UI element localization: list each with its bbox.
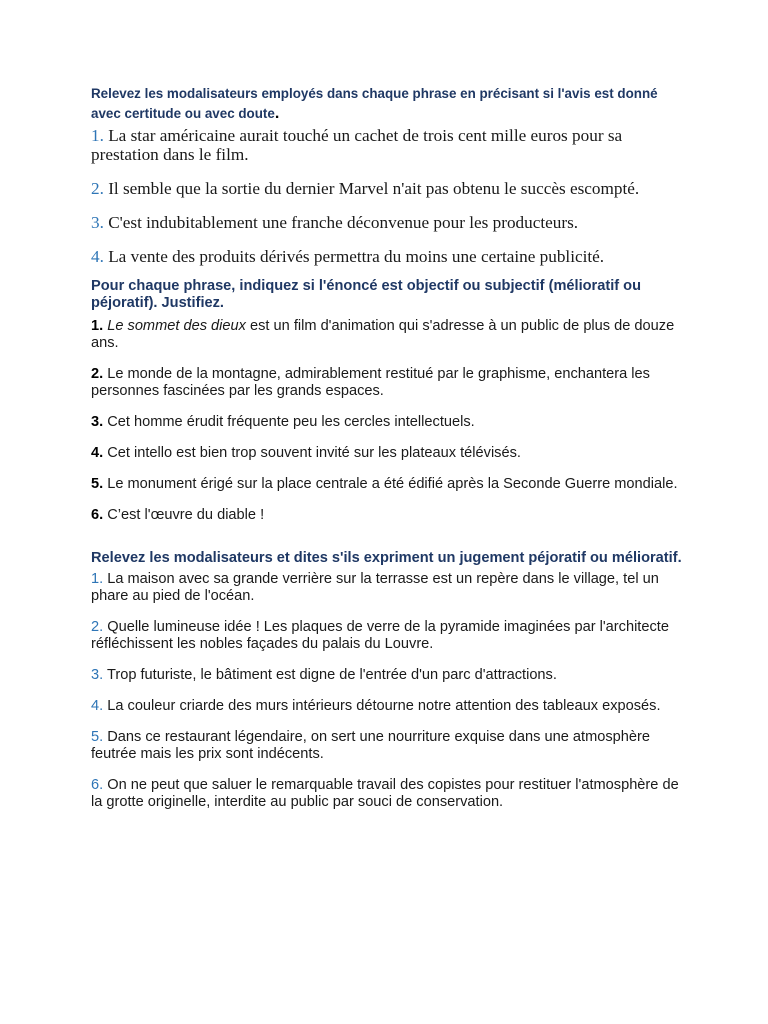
section2-item-1 xyxy=(91,318,687,352)
item-text: Le monde de la montagne, admirablement restitué par le graphisme, enchantera les personnes fascinées par les grands espaces. xyxy=(91,366,650,399)
item-text: Cet intello est bien trop souvent invité sur les plateaux télévisés. xyxy=(107,445,521,461)
section1-item-1 xyxy=(91,126,687,164)
item-text: Dans ce restaurant légendaire, on sert une nourriture exquise dans une atmosphère feutrée mais les prix sont indécents. xyxy=(91,729,650,762)
item-text: C’est l'œuvre du diable ! xyxy=(107,507,265,523)
section3-item-2 xyxy=(91,619,687,653)
section2-item-2 xyxy=(91,366,687,400)
section2-item-6 xyxy=(91,507,687,524)
section3-item-5 xyxy=(91,729,687,763)
item-number: 3. xyxy=(91,213,104,232)
section1-item-4 xyxy=(91,247,687,266)
item-text: Il semble que la sortie du dernier Marvel n'ait pas obtenu le succès escompté. xyxy=(108,179,640,198)
section1-item-3 xyxy=(91,213,687,232)
item-text: La couleur criarde des murs intérieurs détourne notre attention des tableaux exposés. xyxy=(107,698,661,714)
item-number: 5. xyxy=(91,476,104,492)
document-body xyxy=(91,84,687,825)
item-text: Quelle lumineuse idée ! Les plaques de verre de la pyramide imaginées par l'architecte réfléchissent les nobles façades du palais du Louvre. xyxy=(91,619,669,652)
item-number: 3. xyxy=(91,414,104,430)
item-number: 4. xyxy=(91,247,104,266)
section3-item-6 xyxy=(91,777,687,811)
item-number: 1. xyxy=(91,318,104,334)
item-number: 2. xyxy=(91,366,104,382)
section1-heading-text: Relevez les modalisateurs employés dans chaque phrase en précisant si l'avis est donné avec certitude ou avec doute xyxy=(91,86,658,121)
item-number: 5. xyxy=(91,729,104,745)
item-number: 6. xyxy=(91,507,104,523)
item-number: 2. xyxy=(91,179,104,198)
item-number: 3. xyxy=(91,667,104,683)
item-text: La vente des produits dérivés permettra du moins une certaine publicité. xyxy=(108,247,605,266)
section3-item-3 xyxy=(91,667,687,684)
item-text: On ne peut que saluer le remarquable travail des copistes pour restituer l'atmosphère de la grotte originelle, interdite au public par souci de conservation. xyxy=(91,777,679,810)
section3-item-1 xyxy=(91,571,687,605)
item-text: La star américaine aurait touché un cachet de trois cent mille euros pour sa prestation dans le film. xyxy=(91,126,623,164)
section2-item-5 xyxy=(91,476,687,493)
item-text: Trop futuriste, le bâtiment est digne de l'entrée d'un parc d'attractions. xyxy=(106,667,557,683)
section2-item-4 xyxy=(91,445,687,462)
item-text: Cet homme érudit fréquente peu les cercles intellectuels. xyxy=(107,414,475,430)
item-number: 1. xyxy=(91,126,104,145)
blank-line xyxy=(91,538,687,550)
section2-heading: Pour chaque phrase, indiquez si l'énoncé est objectif ou subjectif (mélioratif ou péjoratif). Justifiez. xyxy=(91,278,642,311)
section3-heading: Relevez les modalisateurs et dites s'ils expriment un jugement péjoratif ou mélioratif. xyxy=(91,550,682,566)
item-text: est un film d'animation qui s'adresse à un public de plus de douze ans. xyxy=(91,318,675,351)
item-text: La maison avec sa grande verrière sur la terrasse est un repère dans le village, tel un phare au pied de l'océan. xyxy=(91,571,659,604)
section1-heading-period: . xyxy=(274,105,280,122)
item-number: 2. xyxy=(91,619,104,635)
section1-heading xyxy=(91,84,687,124)
section1-item-2 xyxy=(91,179,687,198)
film-title: Le sommet des dieux xyxy=(107,318,246,334)
item-text: Le monument érigé sur la place centrale a été édifié après la Seconde Guerre mondiale. xyxy=(107,476,678,492)
section2-item-3 xyxy=(91,414,687,431)
section3-item-4 xyxy=(91,698,687,715)
item-text: C'est indubitablement une franche déconvenue pour les producteurs. xyxy=(108,213,579,232)
item-number: 4. xyxy=(91,445,104,461)
item-number: 1. xyxy=(91,571,104,587)
item-number: 4. xyxy=(91,698,104,714)
item-number: 6. xyxy=(91,777,104,793)
